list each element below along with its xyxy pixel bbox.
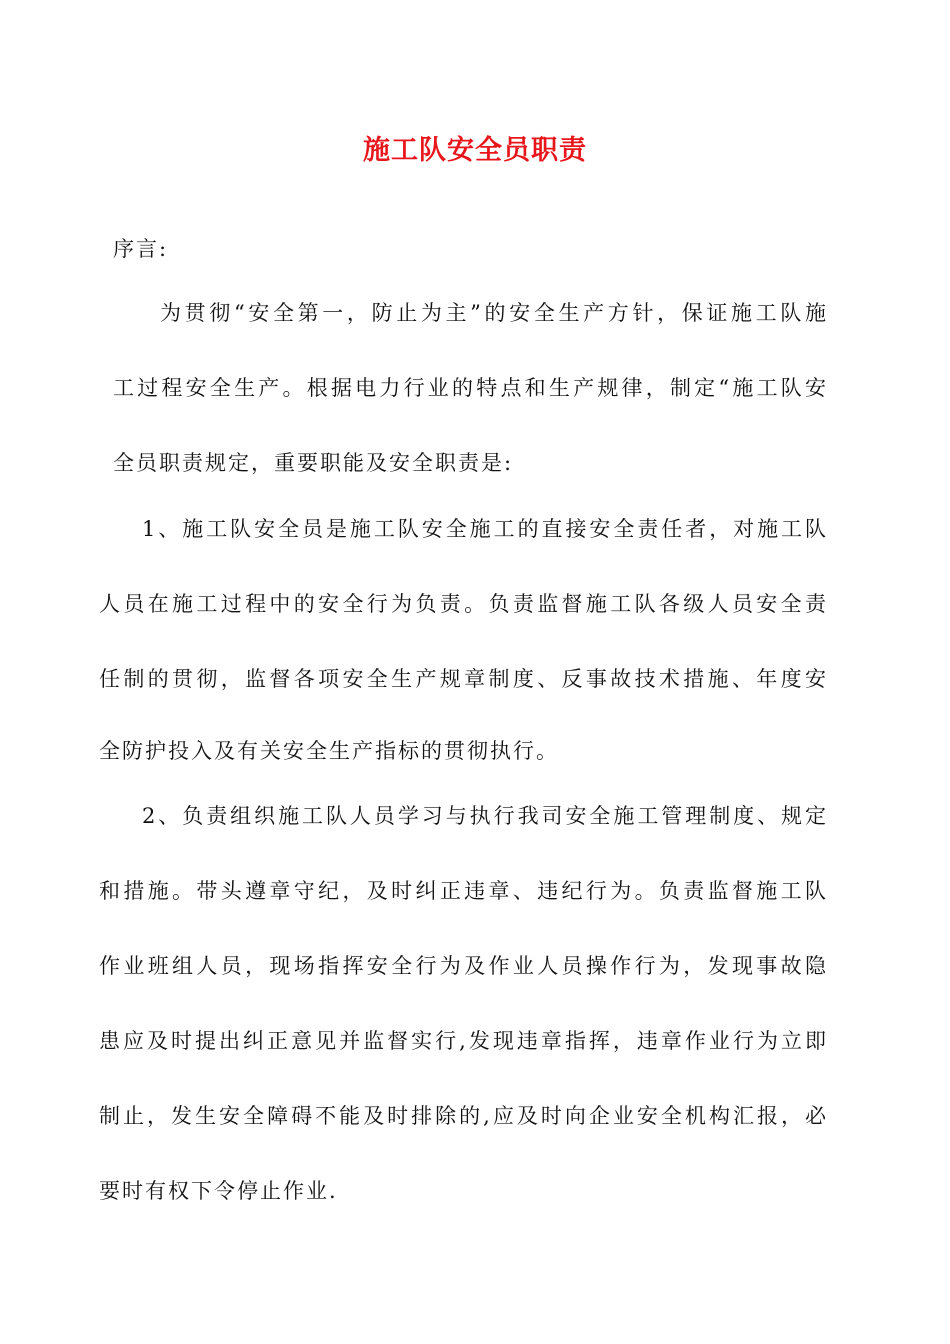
intro-line: 为贯彻“安全第一，防止为主”的安全生产方针，保证施工队施 bbox=[160, 301, 828, 325]
document-title: 施工队安全员职责 bbox=[363, 135, 587, 166]
item2-line: 2、负责组织施工队人员学习与执行我司安全施工管理制度、规定 bbox=[142, 804, 828, 828]
item2-line: 患应及时提出纠正意见并监督实行,发现违章指挥，违章作业行为立即 bbox=[99, 1029, 828, 1053]
item2-line: 作业班组人员，现场指挥安全行为及作业人员操作行为，发现事故隐 bbox=[99, 954, 828, 978]
item2-line: 制止，发生安全障碍不能及时排除的,应及时向企业安全机构汇报，必 bbox=[99, 1104, 828, 1128]
item2-line: 要时有权下令停止作业. bbox=[99, 1179, 338, 1203]
item1-line: 人员在施工过程中的安全行为负责。负责监督施工队各级人员安全责 bbox=[99, 592, 828, 616]
preface-label: 序言: bbox=[113, 237, 169, 261]
item2-line: 和措施。带头遵章守纪，及时纠正违章、违纪行为。负责监督施工队 bbox=[99, 879, 828, 903]
intro-line: 全员职责规定，重要职能及安全职责是: bbox=[113, 451, 514, 475]
intro-line: 工过程安全生产。根据电力行业的特点和生产规律，制定“施工队安 bbox=[113, 376, 828, 400]
item1-line: 任制的贯彻，监督各项安全生产规章制度、反事故技术措施、年度安 bbox=[99, 667, 828, 691]
item1-line: 1、施工队安全员是施工队安全施工的直接安全责任者，对施工队 bbox=[142, 517, 828, 541]
item1-line: 全防护投入及有关安全生产指标的贯彻执行。 bbox=[99, 739, 559, 763]
